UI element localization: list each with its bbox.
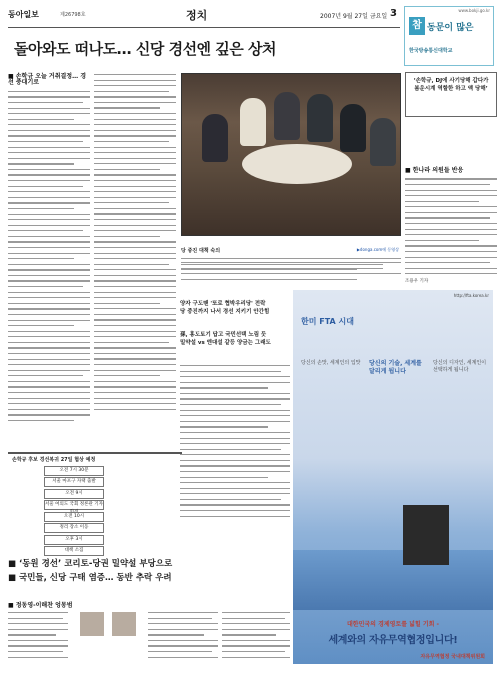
left-column — [8, 74, 90, 426]
promo-line3: 孫, 홍도토기 답고 국민선택 노림 듯 — [180, 332, 267, 338]
article-text-block — [181, 262, 401, 280]
university-ad[interactable] — [404, 6, 494, 66]
promo-line1: 양자 구도땐 '또로 협박우리당' 전락 — [180, 301, 266, 307]
person-photo — [112, 612, 136, 636]
ad-url: www.bokji.go.kr — [458, 8, 490, 13]
article-text-block — [94, 74, 176, 410]
ad-line2: 한국방송통신대학교 — [409, 48, 453, 54]
photo-person — [307, 94, 333, 142]
section-title: 정치 — [186, 9, 208, 22]
fta-block3: 당신의 디자인, 세계인이 선택하게 됩니다 — [433, 360, 487, 373]
promo-block-1 — [180, 300, 292, 316]
agenda-box — [8, 452, 182, 555]
issue-number: 제26798호 — [60, 12, 86, 18]
article-text-block — [405, 178, 497, 274]
photo-table — [242, 144, 352, 184]
fta-brand: 한미 FTA 시대 — [301, 317, 354, 326]
reporter-name: 조용우 기자 — [405, 278, 429, 284]
photo-caption — [181, 237, 401, 259]
fta-url: http://fta.korea.kr — [453, 293, 489, 298]
center-article-2 — [180, 365, 290, 521]
left-column-2 — [94, 74, 176, 414]
agenda-item: 서울 여의도 국회 정론관 기자 — [44, 500, 104, 510]
promo-line2: 당 중진까지 나서 경선 지키기 안간힘 — [180, 309, 270, 315]
fta-tagline2: 세계와의 자유무역협정입니다! — [328, 635, 458, 646]
pull-quote: ‘손학규, DJ에 사기당해 갑다가 봄운시계 역할한 하고 액 당해’ — [405, 72, 497, 117]
fta-block2: 당신의 기술, 세계를 달리게 됩니다 — [369, 360, 422, 375]
fta-org: 자유무역협정 국내대책위원회 — [420, 654, 485, 660]
center-article — [181, 262, 401, 284]
article-text-block — [222, 612, 290, 658]
article-text-block — [8, 612, 68, 658]
left-subhead: ■ 손학규 오늘 거취결정… 경선 중대기로 — [8, 73, 86, 87]
headline-line2: ■ 국민들, 신당 구태 염증… 동반 추락 우려 — [8, 573, 172, 583]
fta-block1: 당신의 손맛, 세계인의 입맛 — [301, 360, 361, 366]
agenda-header: 손학규 후보 경선복귀 27일 협상 예정 — [12, 457, 96, 463]
page-number: 3 — [390, 8, 397, 19]
article-text-block — [148, 612, 218, 658]
main-headline: 돌아와도 떠나도… 신당 경선엔 깊은 상처 — [14, 40, 276, 58]
agenda-item: 오후 3시 — [44, 535, 104, 545]
agenda-item: 오전 9시 — [44, 489, 104, 499]
agenda-item: 오전 7시 30분 — [44, 466, 104, 476]
photo-person — [340, 104, 366, 152]
agenda-item: 대책 소집 — [44, 546, 104, 556]
fta-advertisement[interactable] — [293, 290, 493, 664]
bottom-col-1 — [8, 612, 68, 662]
article-text-block — [8, 91, 90, 421]
agenda-item: 오전 10시 — [44, 512, 104, 522]
bottom-col-2 — [148, 612, 218, 662]
person-photo — [80, 612, 104, 636]
interview-column — [405, 168, 497, 285]
photo-person — [202, 114, 228, 162]
secondary-headlines — [8, 557, 291, 597]
newspaper-logo: 동아일보 — [8, 10, 39, 19]
bottom-col-3 — [222, 612, 290, 662]
ad-line1: 동문이 많은 — [427, 23, 474, 33]
promo-block-2 — [180, 331, 292, 347]
article-text-block — [180, 365, 290, 517]
main-photo — [181, 73, 401, 236]
ad-badge: 참 — [409, 17, 425, 35]
handshake-image — [403, 505, 449, 565]
fta-tagline1: 대한민국의 경제영토를 넓힐 기회 - — [347, 621, 439, 628]
date-line: 2007년 9월 27일 금요일 — [320, 13, 388, 20]
agenda-item: 정리 장소 이동 — [44, 523, 104, 533]
promo-line4: 밀약설 vs 엔대설 같등 양금는 그래도 — [180, 340, 271, 346]
interview-subhead: ■ 한나라 의원들 반응 — [405, 167, 464, 174]
photo-person — [240, 98, 266, 146]
video-link[interactable]: ▶donga.com에 동영상 — [356, 247, 399, 252]
agenda-item: 서울 마포구 자택 출발 — [44, 477, 104, 487]
caption-title: 당 중진 대책 숙의 — [181, 248, 221, 254]
bottom-subhead: ■ 정동영-이해찬 엉몽범 — [8, 602, 73, 609]
headline-line1: ■ ‘동원 경선’ 코리토-당권 밀약설 부당으로 — [8, 559, 173, 569]
photo-person — [274, 92, 300, 140]
photo-person — [370, 118, 396, 166]
masthead — [8, 6, 400, 28]
bottom-article — [8, 600, 291, 675]
ad-image-strip — [293, 550, 493, 610]
